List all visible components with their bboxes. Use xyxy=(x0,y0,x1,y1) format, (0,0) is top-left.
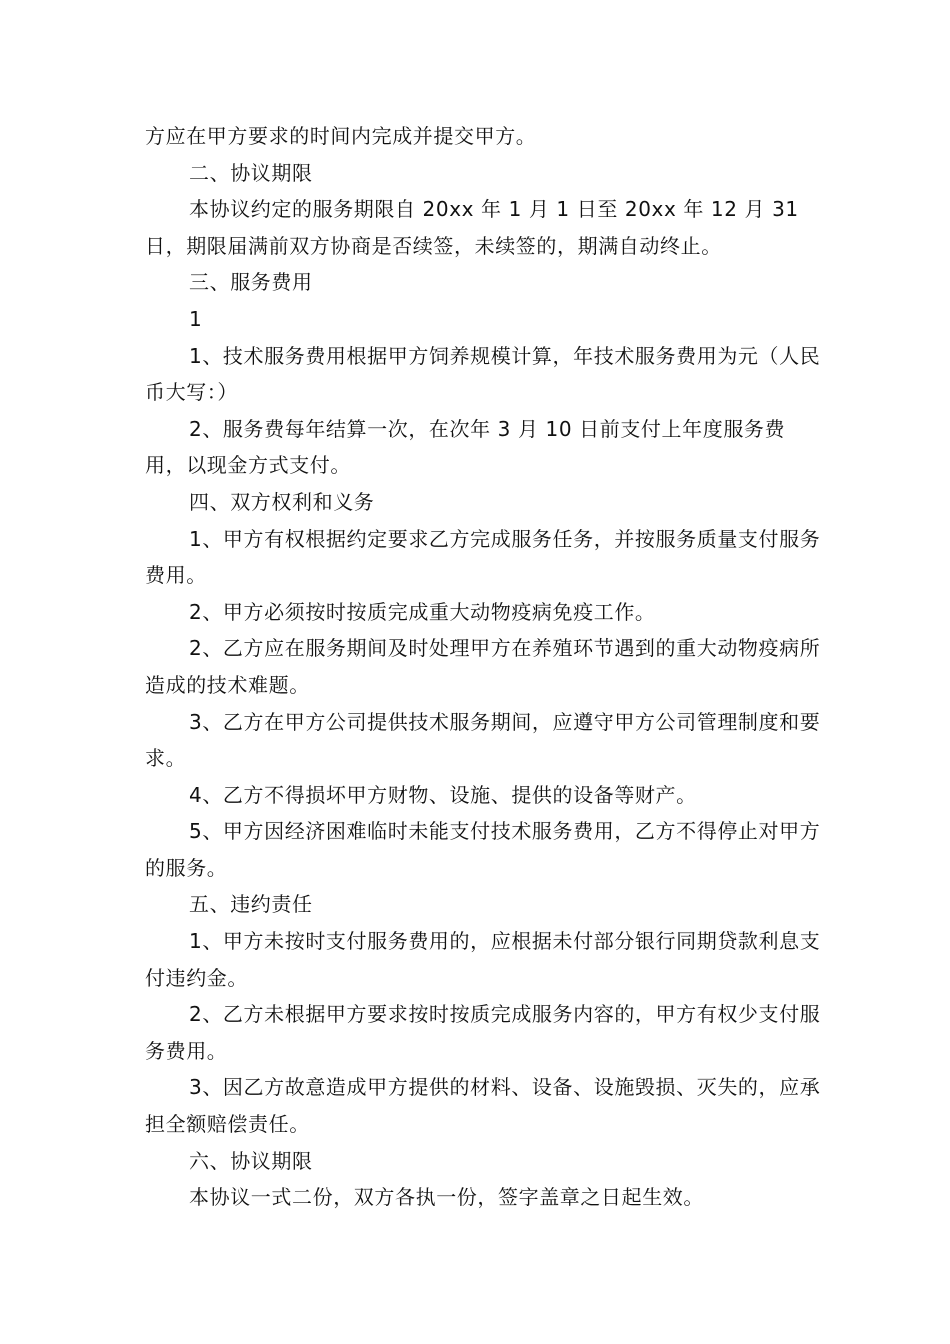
paragraph-continuation: 方应在甲方要求的时间内完成并提交甲方。 xyxy=(145,124,537,148)
section-heading-term-2: 六、协议期限 xyxy=(189,1148,313,1173)
paragraph-right-1: 1、甲方有权根据约定要求乙方完成服务任务，并按服务质量支付服务费用。 xyxy=(145,526,821,588)
paragraph-service-term: 本协议约定的服务期限自 20xx 年 1 月 1 日至 20xx 年 12 月 31 日，期限届满前双方协商是否续签，未续签的，期满自动终止。 xyxy=(145,197,799,258)
paragraph-liability-3: 3、因乙方故意造成甲方提供的材料、设备、设施毁损、灭失的，应承担全额赔偿责任。 xyxy=(145,1075,821,1137)
section-heading-liability: 五、违约责任 xyxy=(189,892,313,917)
paragraph-liability-2: 2、乙方未根据甲方要求按时按质完成服务内容的，甲方有权少支付服务费用。 xyxy=(145,1002,821,1063)
paragraph-right-4: 3、乙方在甲方公司提供技术服务期间，应遵守甲方公司管理制度和要求。 xyxy=(145,709,821,771)
paragraph-liability-1: 1、甲方未按时支付服务费用的，应根据未付部分银行同期贷款利息支付违约金。 xyxy=(145,929,821,990)
document-body xyxy=(145,118,825,1216)
paragraph-fee-calculation: 1、技术服务费用根据甲方饲养规模计算，年技术服务费用为元（人民币大写：） xyxy=(145,343,821,405)
paragraph-right-5: 4、乙方不得损坏甲方财物、设施、提供的设备等财产。 xyxy=(189,782,697,807)
section-heading-term: 二、协议期限 xyxy=(189,160,313,185)
paragraph-fee-settlement: 2、服务费每年结算一次，在次年 3 月 10 日前支付上年度服务费用，以现金方式支付。 xyxy=(145,416,786,478)
section-heading-fees: 三、服务费用 xyxy=(189,270,313,295)
paragraph-right-2: 2、甲方必须按时按质完成重大动物疫病免疫工作。 xyxy=(189,599,656,624)
paragraph-right-3: 2、乙方应在服务期间及时处理甲方在养殖环节遇到的重大动物疫病所造成的技术难题。 xyxy=(145,636,821,697)
section-heading-rights: 四、双方权利和义务 xyxy=(189,489,375,514)
paragraph-right-6: 5、甲方因经济困难临时未能支付技术服务费用，乙方不得停止对甲方的服务。 xyxy=(145,819,821,880)
paragraph-effective: 本协议一式二份，双方各执一份，签字盖章之日起生效。 xyxy=(189,1185,704,1210)
paragraph-number-marker: 1 xyxy=(189,306,203,331)
